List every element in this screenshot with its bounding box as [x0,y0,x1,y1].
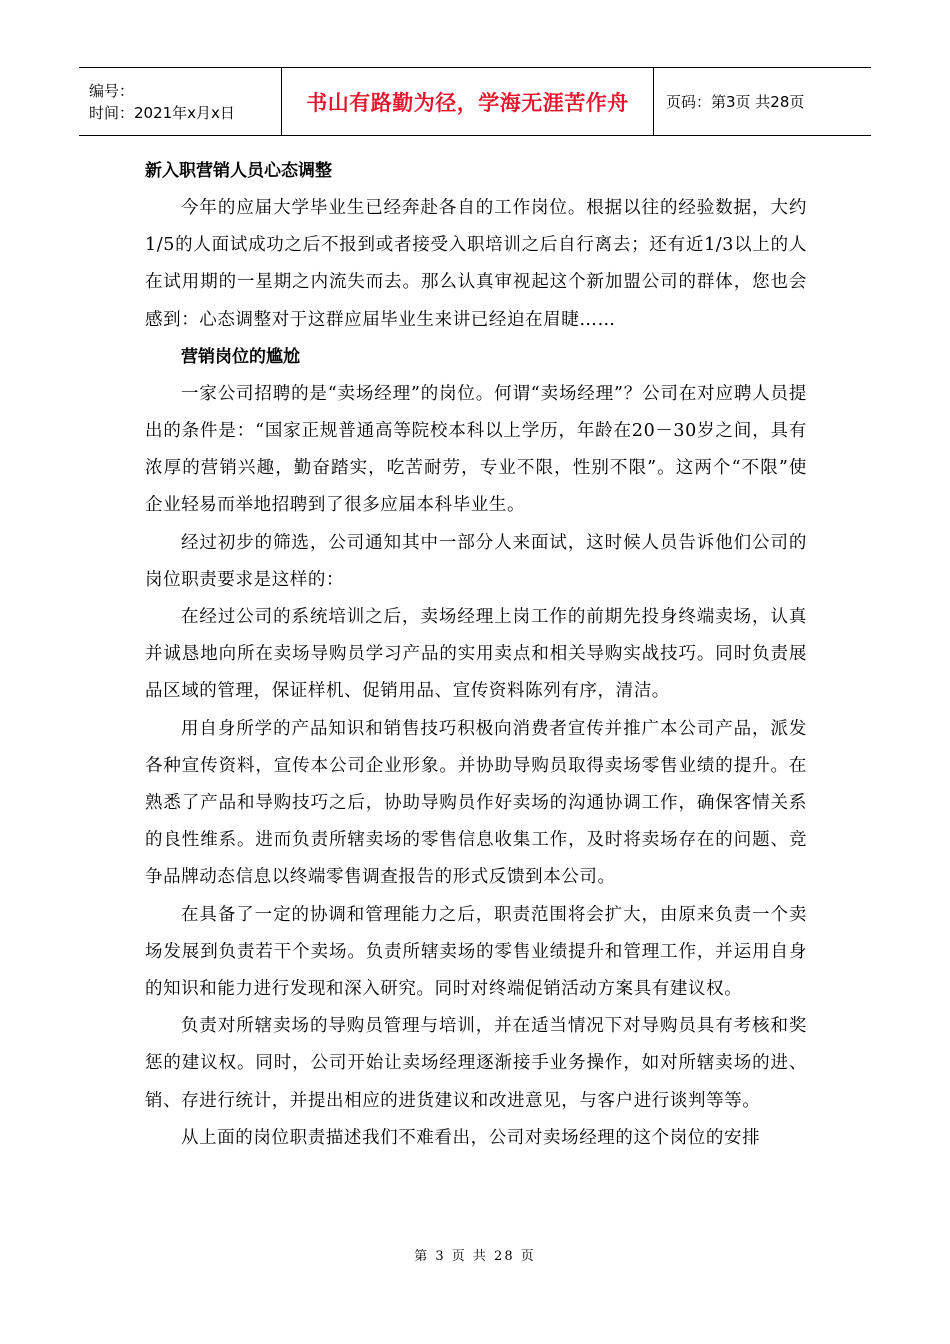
section-heading: 营销岗位的尴尬 [181,346,300,367]
document-body [145,153,807,1157]
body-paragraph: 在经过公司的系统培训之后，卖场经理上岗工作的前期先投身终端卖场，认真并诚恳地向所在卖场导购员学习产品的实用卖点和相关导购实战技巧。同时负责展品区域的管理，保证样机、促销用品、宣传资料陈列有序，清洁。 [145,607,807,702]
body-paragraph: 负责对所辖卖场的导购员管理与培训，并在适当情况下对导购员具有考核和奖惩的建议权。同时，公司开始让卖场经理逐渐接手业务操作，如对所辖卖场的进、销、存进行统计，并提出相应的进货建议和改进意见，与客户进行谈判等等。 [145,1016,807,1111]
body-paragraph: 用自身所学的产品知识和销售技巧积极向消费者宣传并推广本公司产品，派发各种宣传资料，宣传本公司企业形象。并协助导购员取得卖场零售业绩的提升。在熟悉了产品和导购技巧之后，协助导购员作好卖场的沟通协调工作，确保客情关系的良性维系。进而负责所辖卖场的零售信息收集工作，及时将卖场存在的问题、竞争品牌动态信息以终端零售调查报告的形式反馈到本公司。 [145,718,807,888]
header-meta [79,68,282,135]
page-header [79,67,871,136]
header-motto: 书山有路勤为径，学海无涯苦作舟 [282,68,654,135]
body-paragraph: 经过初步的筛选，公司通知其中一部分人来面试，这时候人员告诉他们公司的岗位职责要求是这样的： [145,532,807,590]
document-number-label: 编号： [89,81,135,100]
body-paragraph: 一家公司招聘的是“卖场经理”的岗位。何谓“卖场经理”？公司在对应聘人员提出的条件是：“国家正规普通高等院校本科以上学历，年龄在20－30岁之间，具有浓厚的营销兴趣，勤奋踏实，吃苦耐劳，专业不限，性别不限”。这两个“不限”使企业轻易而举地招聘到了很多应届本科毕业生。 [145,383,807,516]
document-date: 时间：2021年x月x日 [89,103,235,122]
page-footer: 第 3 页 共 28 页 [414,1249,536,1264]
intro-paragraph: 今年的应届大学毕业生已经奔赴各自的工作岗位。根据以往的经验数据，大约1/5的人面试成功之后不报到或者接受入职培训之后自行离去；还有近1/3以上的人在试用期的一星期之内流失而去。那么认真审视起这个新加盟公司的群体，您也会感到：心态调整对于这群应届毕业生来讲已经迫在眉睫…… [145,198,807,330]
body-paragraph: 在具备了一定的协调和管理能力之后，职责范围将会扩大，由原来负责一个卖场发展到负责若干个卖场。负责所辖卖场的零售业绩提升和管理工作，并运用自身的知识和能力进行发现和深入研究。同时对终端促销活动方案具有建议权。 [145,904,807,1000]
header-page-info: 页码：第3页 共28页 [666,93,805,111]
document-title: 新入职营销人员心态调整 [145,161,332,181]
body-paragraph: 从上面的岗位职责描述我们不难看出，公司对卖场经理的这个岗位的安排 [181,1127,761,1148]
